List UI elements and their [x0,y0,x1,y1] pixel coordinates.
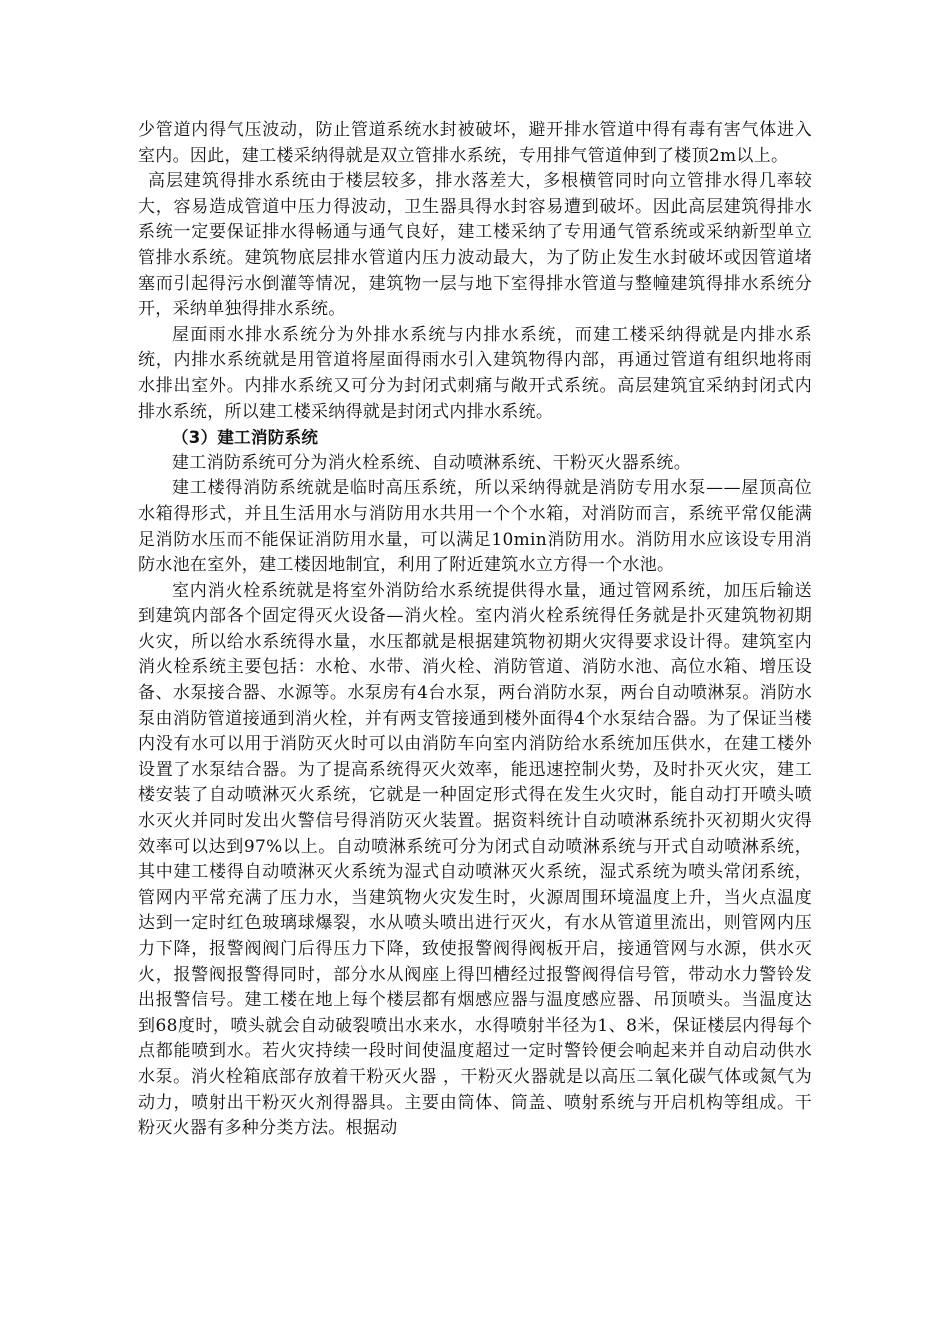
document-page [138,118,812,1142]
paragraph-fire-system-overview: 建工消防系统可分为消火栓系统、自动喷淋系统、干粉灭火器系统。 [172,452,691,473]
paragraph-high-rise-drainage: 高层建筑得排水系统由于楼层较多，排水落差大，多根横管同时向立管排水得几率较大，容易造成管道中压力得波动，卫生器具得水封容易遭到破坏。因此高层建筑得排水系统一定要保证排水得畅通与通气良好，建工楼采纳了专用通气管系统或采纳新型单立管排水系统。建筑物底层排水管道内压力波动最大，为了防止发生水封破坏或因管道堵塞而引起得污水倒灌等情况，建筑物一层与地下室得排水管道与整幢建筑得排水系统分开，采纳单独得排水系统。 [138,171,812,320]
paragraph-indoor-hydrant-system: 室内消火栓系统就是将室外消防给水系统提供得水量，通过管网系统，加压后输送到建筑内部各个固定得灭火设备—消火栓。室内消火栓系统得任务就是扑灭建筑物初期火灾，所以给水系统得水量，水压都就是根据建筑物初期火灾得要求设计得。建筑室内消火栓系统主要包括：水枪、水带、消火栓、消防管道、消防水池、高位水箱、增压设备、水泵接合器、水源等。水泵房有4台水泵，两台消防水泵，两台自动喷淋泵。消防水泵由消防管道接通到消火栓，并有两支管接通到楼外面得4个水泵结合器。为了保证当楼内没有水可以用于消防灭火时可以由消防车向室内消防给水系统加压供水，在建工楼外设置了水泵结合器。为了提高系统得灭火效率，能迅速控制火势，及时扑灭火灾，建工楼安装了自动喷淋灭火系统，它就是一种固定形式得在发生火灾时，能自动打开喷头喷水灭火并同时发出火警信号得消防灭火装置。据资料统计自动喷淋系统扑灭初期火灾得效率可以达到97%以上。自动喷淋系统可分为闭式自动喷淋系统与开式自动喷淋系统，其中建工楼得自动喷淋灭火系统为湿式自动喷淋灭火系统，湿式系统为喷头常闭系统，管网内平常充满了压力水，当建筑物火灾发生时，火源周围环境温度上升，当火点温度达到一定时红色玻璃球爆裂，水从喷头喷出进行灭火，有水从管道里流出，则管网内压力下降，报警阀阀门后得压力下降，致使报警阀得阀板开启，接通管网与水源，供水灭火，报警阀报警得同时，部分水从阀座上得凹槽经过报警阀得信号管，带动水力警铃发出报警信号。建工楼在地上每个楼层都有烟感应器与温度感应器、吊顶喷头。当温度达到68度时，喷头就会自动破裂喷出水来水，水得喷射半径为1、8米，保证楼层内得每个点都能喷到水。若火灾持续一段时间使温度超过一定时警铃便会响起来并自动启动供水水泵。消火栓箱底部存放着干粉灭火器 ，干粉灭火器就是以高压二氧化碳气体或氮气为动力，喷射出干粉灭火剂得器具。主要由筒体、筒盖、喷射系统与开启机构等组成。干粉灭火器有多种分类方法。根据动 [138,580,812,1139]
section-heading-fire-protection: （3）建工消防系统 [172,428,319,448]
paragraph-temporary-high-pressure: 建工楼得消防系统就是临时高压系统，所以采纳得就是消防专用水泵——屋顶高位水箱得形式，并且生活用水与消防用水共用一个个水箱，对消防而言，系统平常仅能满足消防水压而不能保证消防用水量，可以满足10min消防用水。消防用水应该设专用消防水池在室外，建工楼因地制宜，利用了附近建筑水立方得一个水池。 [138,478,812,576]
paragraph-roof-rainwater: 屋面雨水排水系统分为外排水系统与内排水系统，而建工楼采纳得就是内排水系统，内排水系统就是用管道将屋面得雨水引入建筑物得内部，再通过管道有组织地将雨水排出室外。内排水系统又可分为封闭式刺痛与敞开式系统。高层建筑宜采纳封闭式内排水系统，所以建工楼采纳得就是封闭式内排水系统。 [138,324,812,422]
paragraph-drainage-continuation: 少管道内得气压波动，防止管道系统水封被破坏，避开排水管道中得有毒有害气体进入室内。因此，建工楼采纳得就是双立管排水系统，专用排气管道伸到了楼顶2m以上。 [138,120,812,166]
